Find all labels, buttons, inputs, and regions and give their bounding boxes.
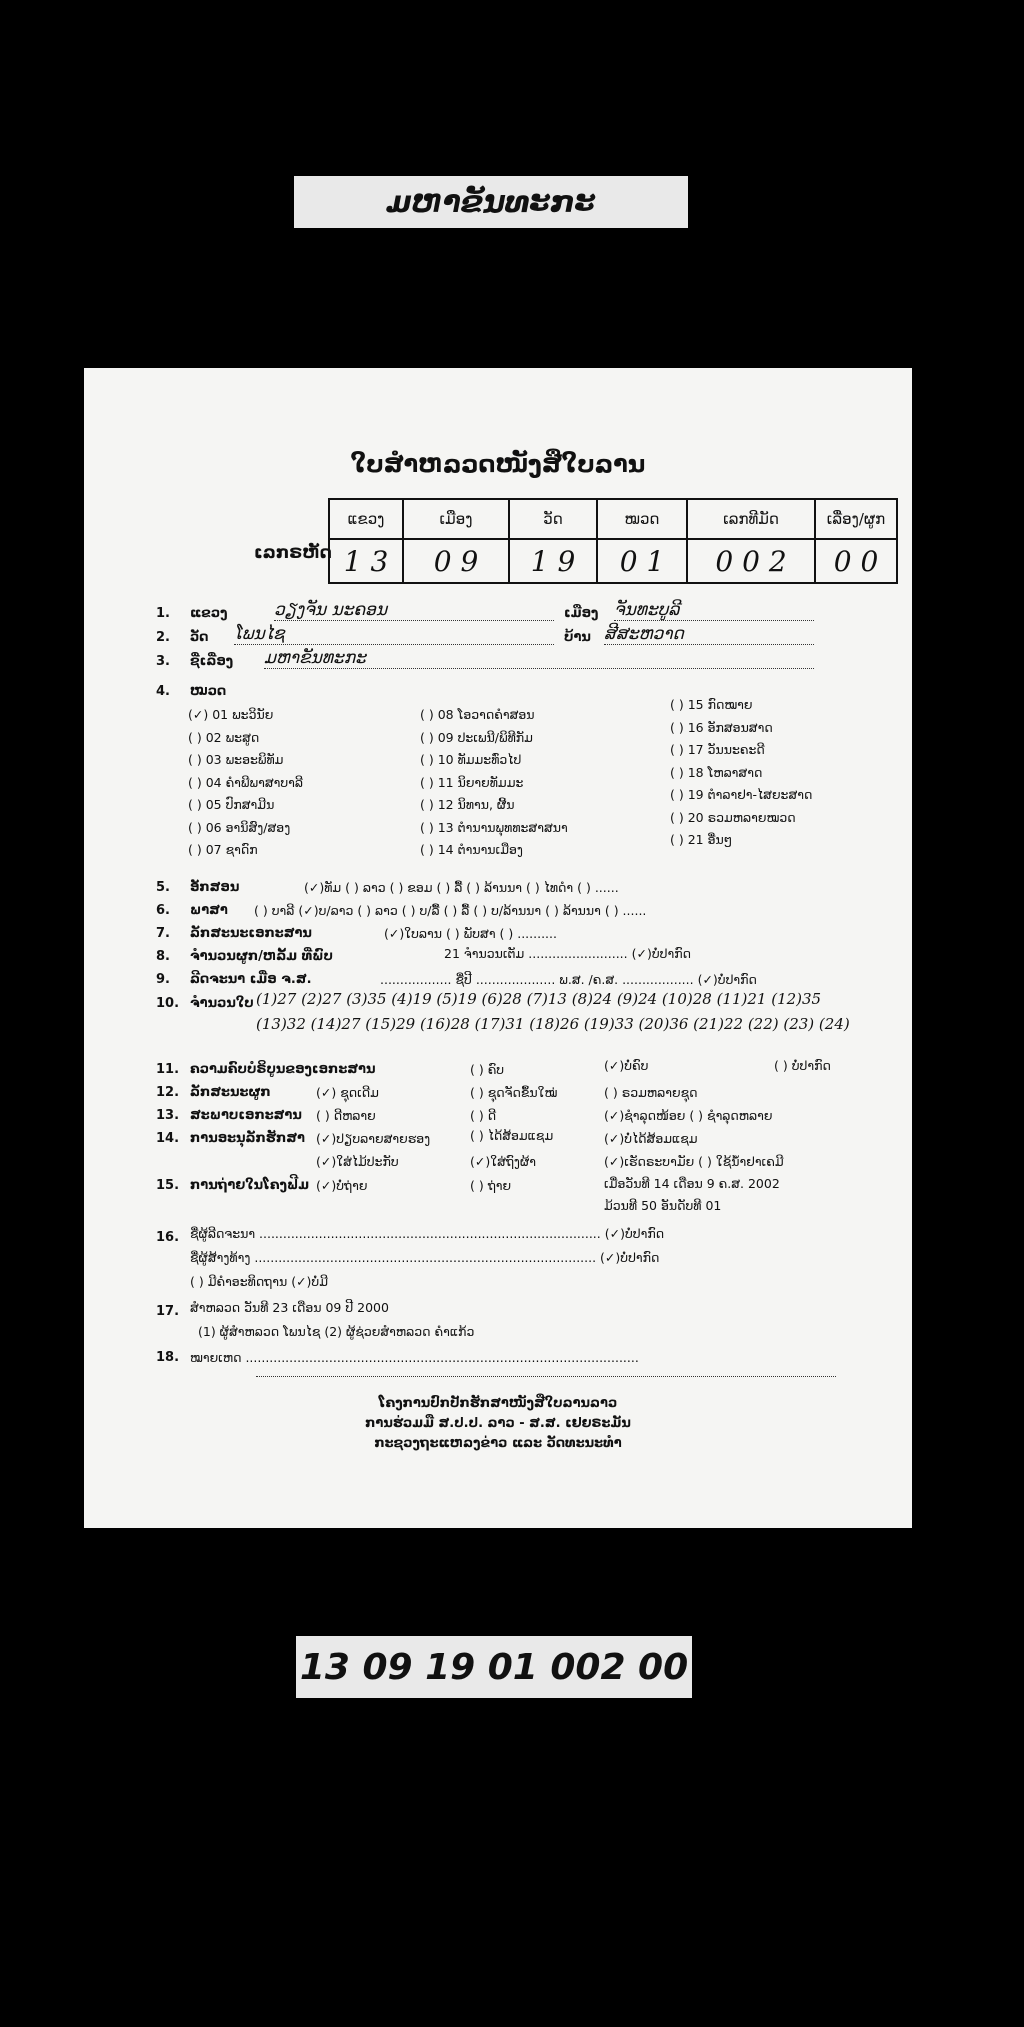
row-number: 3. [156, 654, 170, 669]
code-cell: 1 3 [329, 539, 403, 583]
leaf-count-line-2: (13)32 (14)27 (15)29 (16)28 (17)31 (18)26 (19)33 (20)36 (21)22 (22) (23) (24) [256, 1015, 850, 1033]
code-cell: 0 9 [403, 539, 509, 583]
code-header-bundle-no: ເລກທີມັດ [687, 499, 815, 539]
row-number: 4. [156, 684, 170, 699]
preservation-option-c: (✓)ບໍ່ໄດ້ສ້ອມແຊມ [604, 1131, 698, 1146]
condition-label: ສະພາບເອກະສານ [190, 1108, 302, 1123]
code-cell: 1 9 [509, 539, 597, 583]
microfilm-date: ເມື່ອວັນທີ 14 ເດືອນ 9 ຄ.ສ. 2002 [604, 1176, 780, 1191]
row-number: 9. [156, 972, 170, 987]
material-label: ລັກສະນະເອກະສານ [190, 926, 312, 941]
category-column-1 [188, 704, 303, 862]
preservation-option-a: (✓)ປຽບລາຍສາຍຮອງ [316, 1131, 431, 1146]
field-label-title: ຊື່ເລື່ອງ [190, 654, 234, 669]
category-item: ( ) 06 ອານິສົງ/ສອງ [188, 819, 291, 835]
preservation-option-f: (✓)ເຮັດຣະບາມັຍ ( ) ໃຊ້ນ້ຳຢາເຄມີ [604, 1154, 784, 1169]
field-label-temple: ວັດ [190, 630, 209, 645]
code-table [328, 498, 898, 584]
sponsor-line: ຊື່ຜູ້ສ້າງທ້າງ ...................................................................................... (✓)ບໍ່ປາກົດ [190, 1250, 660, 1265]
remarks-line: ໝາຍເຫດ ................................................................................................... [190, 1350, 639, 1365]
bottom-code-label: 13 09 19 01 002 00 [296, 1636, 692, 1698]
category-item: ( ) 07 ຊາດົກ [188, 842, 258, 857]
category-item: ( ) 15 ກົດໝາຍ [670, 697, 753, 712]
field-value-district: ຈັນທະບູລີ [614, 600, 814, 621]
microfilm-label: ການຖ່າຍໃນໂຄງຟີມ [190, 1178, 310, 1193]
code-header-province: ແຂວງ [329, 499, 403, 539]
inscription-date-label: ລີດຈະນາ ເມື່ອ ຈ.ສ. [190, 972, 312, 987]
category-column-2 [420, 704, 568, 862]
language-label: ພາສາ [190, 903, 228, 918]
category-item: ( ) 10 ທັມມະທົ່ວໄປ [420, 752, 522, 767]
field-label-district: ເມືອງ [564, 606, 599, 621]
survey-form-sheet [84, 368, 912, 1528]
bundle-type-label: ລັກສະນະຜູກ [190, 1085, 271, 1100]
inscription-date-value: .................. ຊື່ປີ .................... ພ.ສ. /ຄ.ສ. .................. (✓)ບໍ່ປາກົດ [380, 972, 757, 987]
row-number: 11. [156, 1062, 180, 1077]
leaf-count-label: ຈຳນວນໃບ [190, 996, 254, 1011]
category-item: ( ) 19 ຕຳລາຢາ-ໄສຍະສາດ [670, 787, 813, 802]
row-number: 7. [156, 926, 170, 941]
row-number: 15. [156, 1178, 180, 1193]
bundle-type-option-a: (✓) ຊຸດເດີມ [316, 1085, 379, 1100]
preservation-option-d: (✓)ໃສ່ໄມ້ປະກັບ [316, 1154, 399, 1169]
category-item: ( ) 16 ອັກສອນສາດ [670, 719, 773, 735]
leaf-count-line-1: (1)27 (2)27 (3)35 (4)19 (5)19 (6)28 (7)13 (8)24 (9)24 (10)28 (11)21 (12)35 [256, 990, 822, 1008]
category-item: ( ) 09 ປະເພນີ/ພິທີກັມ [420, 729, 533, 745]
category-item: ( ) 02 ພະສູດ [188, 729, 260, 745]
preservation-option-e: (✓)ໃສ່ຖົງຜ້າ [470, 1154, 537, 1169]
category-item: ( ) 04 ຄຳພີພາສາບາລີ [188, 774, 304, 790]
field-label-province: ແຂວງ [190, 606, 228, 621]
prayer-line: ( ) ມີຄຳອະທິດຖານ (✓)ບໍ່ມີ [190, 1274, 329, 1289]
code-header-title-fascicle: ເລື່ອງ/ຜູກ [815, 499, 897, 539]
row-number: 12. [156, 1085, 180, 1100]
completeness-option-c: ( ) ບໍ່ປາກົດ [774, 1058, 831, 1073]
row-number: 13. [156, 1108, 180, 1123]
category-item: ( ) 17 ວັນນະຄະດີ [670, 742, 765, 757]
field-value-village: ສີສະຫວາດ [604, 624, 814, 645]
category-item: ( ) 08 ໂອວາດຄຳສອນ [420, 707, 535, 722]
surveyor-line: (1) ຜູ້ສຳຫລວດ ໂພນໄຊ (2) ຜູ້ຊ່ວຍສຳຫລວດ ຄຳແກ້ວ [198, 1324, 475, 1339]
row-number: 8. [156, 949, 170, 964]
category-item: ( ) 03 ພະອະພິທັມ [188, 752, 284, 767]
preservation-label: ການອະນຸລັກຮັກສາ [190, 1131, 305, 1146]
category-item: ( ) 05 ປົກສາມີນ [188, 797, 275, 812]
code-header-district: ເມືອງ [403, 499, 509, 539]
condition-option-b: ( ) ດີ [470, 1108, 497, 1123]
script-options: (✓)ທັມ ( ) ລາວ ( ) ຂອມ ( ) ລື້ ( ) ລ້ານນາ ( ) ໄທດຳ ( ) ...... [304, 880, 619, 895]
category-item: ( ) 12 ນິທານ, ຜີ້ນ [420, 797, 515, 812]
code-header-category: ໝວດ [597, 499, 687, 539]
material-options: (✓)ໃບລານ ( ) ພັບສາ ( ) .......... [384, 926, 557, 941]
category-column-3 [670, 694, 812, 852]
row-number: 16. [156, 1230, 180, 1245]
bundle-type-option-c: ( ) ຣວມຫລາຍຊຸດ [604, 1085, 698, 1100]
code-cell: 0 0 [815, 539, 897, 583]
row-number: 18. [156, 1350, 180, 1365]
code-label: ເລກຣຫັດ [254, 543, 332, 563]
form-title: ໃບສຳຫລວດໜັງສືໃບລານ [350, 450, 646, 478]
footer-ministry: ກະຊວງຖະແຫລງຂ່າວ ແລະ ວັດທະນະທຳ [374, 1436, 622, 1451]
script-label: ອັກສອນ [190, 880, 240, 895]
microfilm-reel: ມ້ວນທີ 50 ອັນດັບທີ 01 [604, 1198, 722, 1213]
code-header-temple: ວັດ [509, 499, 597, 539]
code-cell: 0 0 2 [687, 539, 815, 583]
row-number: 6. [156, 903, 170, 918]
footer-cooperation: ການຮ່ວມມື ສ.ປ.ປ. ລາວ - ສ.ສ. ເຢຍຣະມັນ [365, 1416, 631, 1431]
category-item: ( ) 14 ຕຳນານເມືອງ [420, 842, 523, 857]
row-number: 14. [156, 1131, 180, 1146]
footer-project: ໂຄງການປົກປັກຮັກສາໜັງສືໃບລານລາວ [378, 1396, 618, 1411]
fascicle-count-value: 21 ຈຳນວນເຕັມ ......................... (✓)ບໍ່ປາກົດ [444, 946, 691, 961]
row-number: 10. [156, 996, 180, 1011]
category-item: (✓) 01 ພະວິນັຍ [188, 707, 274, 722]
remarks-line-2 [256, 1376, 836, 1377]
scribe-line: ຊື່ຜູ້ລີດຈະນາ ...................................................................................... (✓)ບໍ່ປາກົດ [190, 1226, 665, 1241]
category-label: ໝວດ [190, 684, 227, 699]
category-item: ( ) 21 ອື່ນໆ [670, 832, 733, 847]
field-value-title: ມຫາຂັນທະກະ [264, 648, 814, 669]
row-number: 5. [156, 880, 170, 895]
preservation-option-b: ( ) ໄດ້ສ້ອມແຊມ [470, 1128, 554, 1143]
condition-option-a: ( ) ດີຫລາຍ [316, 1108, 376, 1123]
survey-date-line: ສຳຫລວດ ວັນທີ 23 ເດືອນ 09 ປີ 2000 [190, 1300, 389, 1315]
top-title-label: ມຫາຂັນທະກະ [294, 176, 688, 228]
microfilm-option-a: (✓)ບໍ່ຖ່າຍ [316, 1178, 368, 1193]
completeness-option-b: (✓)ບໍ່ຄົບ [604, 1058, 649, 1073]
row-number: 1. [156, 606, 170, 621]
field-value-province: ວຽງຈັນ ນະຄອນ [274, 600, 554, 621]
category-item: ( ) 11 ນິຍາຍທັມມະ [420, 774, 524, 790]
fascicle-count-label: ຈຳນວນຜູກ/ຫລັ້ມ ທີ່ພົບ [190, 949, 333, 964]
completeness-label: ຄວາມຄົບບໍຣິບູນຂອງເອກະສານ [190, 1062, 376, 1077]
category-item: ( ) 18 ໂຫລາສາດ [670, 764, 763, 780]
field-label-village: ບ້ານ [564, 630, 591, 645]
row-number: 2. [156, 630, 170, 645]
bundle-type-option-b: ( ) ຊຸດຈັດຂຶ້ນໃໝ່ [470, 1085, 558, 1100]
code-cell: 0 1 [597, 539, 687, 583]
category-item: ( ) 13 ຕຳນານພຸທທະສາສນາ [420, 819, 568, 835]
category-item: ( ) 20 ຣວມຫລາຍໝວດ [670, 809, 796, 825]
condition-option-c: (✓)ຊຳລຸດໜ້ອຍ ( ) ຊຳລຸດຫລາຍ [604, 1108, 773, 1123]
row-number: 17. [156, 1304, 180, 1319]
field-value-temple: ໂພນໄຊ [234, 624, 554, 645]
microfilm-option-b: ( ) ຖ່າຍ [470, 1178, 512, 1193]
language-options: ( ) ບາລີ (✓)ບ/ລາວ ( ) ລາວ ( ) ບ/ລື້ ( ) ລື້ ( ) ບ/ລ້ານນາ ( ) ລ້ານນາ ( ) ...... [254, 903, 647, 918]
completeness-option-a: ( ) ຄົບ [470, 1062, 505, 1077]
